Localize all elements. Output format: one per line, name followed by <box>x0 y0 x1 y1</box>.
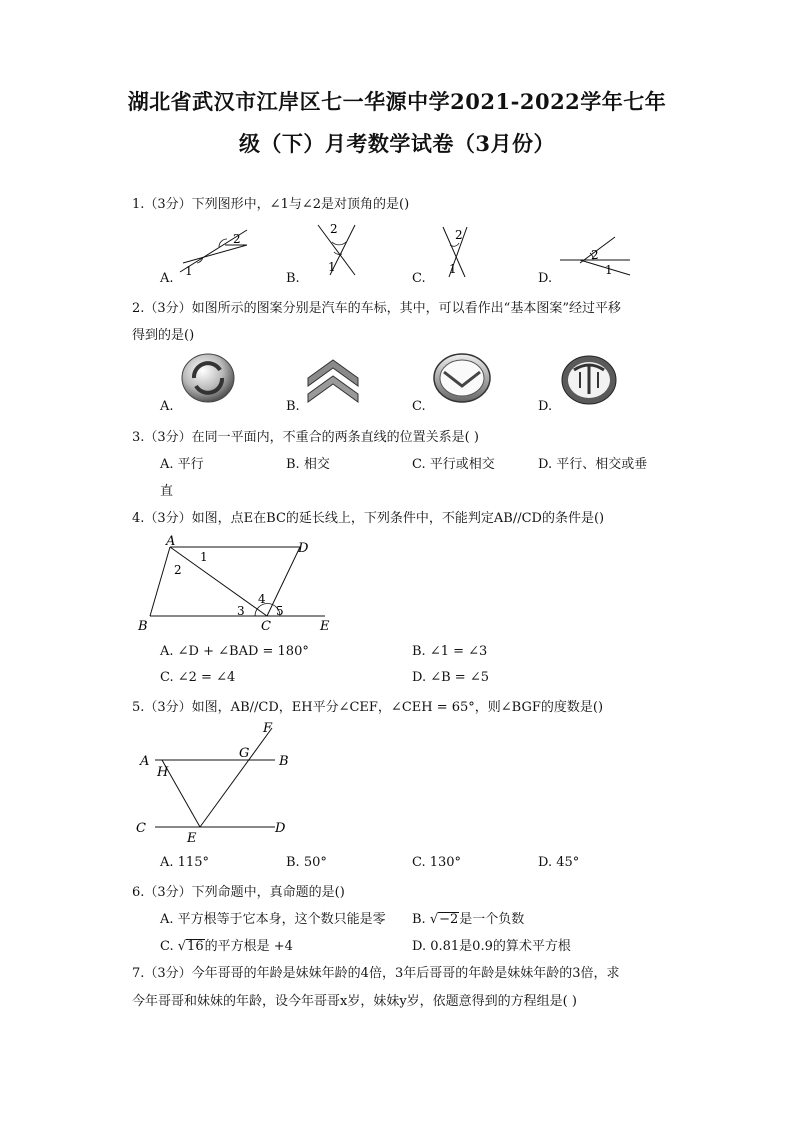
q1d-label-1: 1 <box>605 263 613 277</box>
q4-point-e: E <box>320 619 330 634</box>
q6-option-b-suffix: 是一个负数 <box>459 912 525 927</box>
q4-option-b: B. ∠1 = ∠3 <box>412 644 488 659</box>
q4-angle-4: 4 <box>258 592 266 606</box>
q5-option-a: A. 115° <box>160 855 209 870</box>
q1-option-b: B. <box>286 271 300 286</box>
q5-point-e: E <box>187 831 197 846</box>
q2-stem-line1: 2.（3分）如图所示的图案分别是汽车的车标，其中，可以看作出“基本图案”经过平移 <box>132 301 621 316</box>
q6-option-b <box>412 908 524 927</box>
q5-option-d: D. 45° <box>538 855 580 870</box>
q7-stem-line2: 今年哥哥和妹妹的年龄，设今年哥哥x岁，妹妹y岁，依题意得到的方程组是( ) <box>132 994 577 1009</box>
q6-option-d: D. 0.81是0.9的算术平方根 <box>412 939 571 954</box>
q1-stem: 1.（3分）下列图形中，∠1与∠2是对顶角的是() <box>132 197 410 212</box>
q6-option-c <box>160 935 293 954</box>
q5-point-b: B <box>279 754 289 769</box>
q3-option-d-wrap: 直 <box>160 484 174 499</box>
sqrt-sign-icon: √ <box>177 939 187 954</box>
q1b-label-1: 1 <box>328 260 336 274</box>
q4-point-d: D <box>298 541 309 556</box>
q2-stem-line2: 得到的是() <box>132 328 195 343</box>
q1-option-c: C. <box>412 271 426 286</box>
car-logo-b-icon <box>306 356 360 404</box>
q1-figure-d <box>560 235 635 280</box>
q1c-label-1: 1 <box>449 262 457 276</box>
q5-point-g: G <box>239 746 250 761</box>
q5-option-b: B. 50° <box>286 855 327 870</box>
q6-option-c-suffix: 的平方根是 +4 <box>204 939 293 954</box>
q3-option-d: D. 平行、相交或垂 <box>538 457 648 472</box>
q1-option-d: D. <box>538 271 553 286</box>
q4-angle-5: 5 <box>276 604 284 618</box>
q5-point-h: H <box>157 765 169 780</box>
q5-point-d: D <box>275 821 286 836</box>
q2-option-a: A. <box>160 399 174 414</box>
q2-option-b: B. <box>286 399 300 414</box>
q4-point-c: C <box>261 619 271 634</box>
q6-option-c-radicand: 16 <box>187 939 204 954</box>
q5-option-c: C. 130° <box>412 855 462 870</box>
q3-option-a: A. 平行 <box>160 457 204 472</box>
page-title-line2: 级（下）月考数学试卷（3月份） <box>238 131 556 156</box>
q4-angle-1: 1 <box>200 550 208 564</box>
car-logo-d-icon <box>560 354 618 406</box>
q4-angle-2: 2 <box>174 563 182 577</box>
q4-figure <box>130 532 340 637</box>
q4-option-a: A. ∠D + ∠BAD = 180° <box>160 644 309 659</box>
page-title-line1: 湖北省武汉市江岸区七一华源中学2021-2022学年七年 <box>127 89 667 114</box>
q1-figure-c <box>435 225 485 280</box>
q1-figure-b <box>310 220 370 280</box>
q6-option-b-radicand: −2 <box>439 912 459 927</box>
car-logo-a-icon <box>180 352 236 404</box>
q7-stem-line1: 7.（3分）今年哥哥的年龄是妹妹年龄的4倍，3年后哥哥的年龄是妹妹年龄的3倍，求 <box>132 966 620 981</box>
q6-option-c-prefix: C. <box>160 939 178 954</box>
q2-option-c: C. <box>412 399 426 414</box>
q6-option-a: A. 平方根等于它本身，这个数只能是零 <box>160 912 386 927</box>
q1a-label-1: 1 <box>185 264 193 278</box>
q6-option-b-prefix: B. <box>412 912 430 927</box>
q5-point-a: A <box>140 754 150 769</box>
q5-point-f: F <box>263 721 273 736</box>
q3-stem: 3.（3分）在同一平面内，不重合的两条直线的位置关系是( ) <box>132 430 479 445</box>
q1-option-a: A. <box>160 271 174 286</box>
q4-option-d: D. ∠B = ∠5 <box>412 670 489 685</box>
q6-stem: 6.（3分）下列命题中，真命题的是() <box>132 885 345 900</box>
q1-figure-a <box>175 225 265 280</box>
q1c-label-2: 2 <box>455 228 463 242</box>
q5-point-c: C <box>136 821 146 836</box>
q4-option-c: C. ∠2 = ∠4 <box>160 670 236 685</box>
q4-stem: 4.（3分）如图，点E在BC的延长线上，下列条件中，不能判定AB//CD的条件是() <box>132 511 605 526</box>
q5-stem: 5.（3分）如图，AB//CD，EH平分∠CEF，∠CEH = 65°，则∠BGF的度数是() <box>132 700 604 715</box>
q3-option-b: B. 相交 <box>286 457 330 472</box>
q5-figure <box>130 720 300 845</box>
q1a-label-2: 2 <box>233 232 241 246</box>
q4-point-a: A <box>166 534 176 549</box>
car-logo-c-icon <box>432 352 492 404</box>
q1d-label-2: 2 <box>591 248 599 262</box>
q3-option-c: C. 平行或相交 <box>412 457 495 472</box>
q2-option-d: D. <box>538 399 553 414</box>
sqrt-sign-icon: √ <box>429 912 439 927</box>
q4-angle-3: 3 <box>237 604 245 618</box>
q4-point-b: B <box>138 619 148 634</box>
q1b-label-2: 2 <box>330 222 338 236</box>
